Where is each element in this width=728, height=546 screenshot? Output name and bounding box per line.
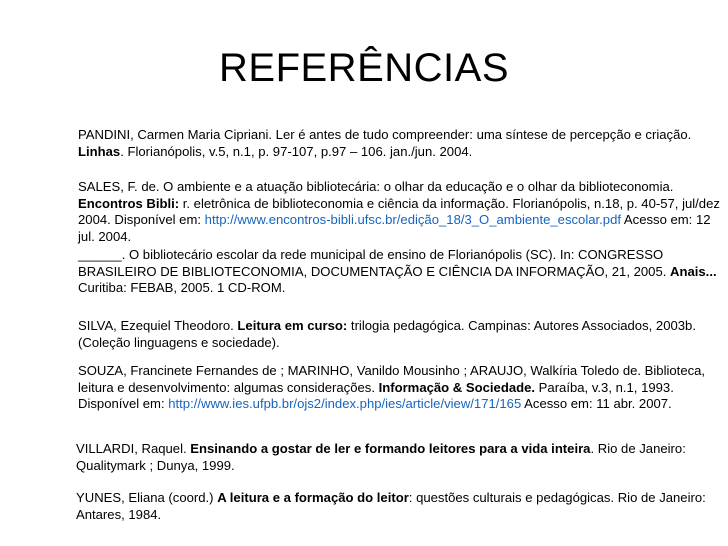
reference-pandini (78, 127, 728, 160)
ref-bold-title: Encontros Bibli: (78, 195, 180, 211)
ref-bold-title: Informação & Sociedade. (378, 379, 536, 395)
reference-villardi (76, 441, 726, 474)
ref-text: : questões culturais e pedagógicas. Rio de Janeiro: Antares, 1984. (76, 490, 706, 522)
ref-text: . Florianópolis, v.5, n.1, p. 97-107, p.97 – 106. jan./jun. 2004. (120, 143, 473, 159)
ref-bold-title: Linhas (78, 143, 121, 159)
page-title: REFERÊNCIAS (219, 46, 509, 90)
ref-text: Paraíba, v.3, n.1, 1993. Disponível em: (78, 379, 674, 411)
reference-sales-2005 (78, 247, 728, 297)
ref-bold-title: Leitura em curso: (237, 318, 348, 333)
ref-text: PANDINI, Carmen Maria Cipriani. Ler é antes de tudo compreender: uma síntese de percepção e criação. (78, 127, 692, 142)
ref-text: r. eletrônica de biblioteconomia e ciência da informação. Florianópolis, n.18, p. 40-57, jul/dez 2004. Disponível em: (78, 195, 720, 227)
reference-silva (78, 318, 728, 351)
ref-text: YUNES, Eliana (coord.) (76, 490, 218, 505)
ref-text: SILVA, Ezequiel Theodoro. (78, 318, 238, 333)
ref-text: SOUZA, Francinete Fernandes de ; MARINHO, Vanildo Mousinho ; ARAUJO, Walkíria Toledo de. Biblioteca, leitura e desenvolvimento: algumas considerações. (78, 363, 706, 395)
ref-link[interactable]: http://www.ies.ufpb.br/ojs2/index.php/ies/article/view/171/165 (168, 396, 522, 411)
ref-link[interactable]: http://www.encontros-bibli.ufsc.br/edição_18/3_O_ambiente_escolar.pdf (204, 212, 621, 227)
ref-text: Acesso em: 12 jul. 2004. (78, 212, 711, 244)
ref-bold-title: Anais... (670, 263, 717, 279)
ref-text: Acesso em: 11 abr. 2007. (521, 396, 672, 411)
ref-text: Curitiba: FEBAB, 2005. 1 CD-ROM. (78, 280, 286, 295)
ref-text: VILLARDI, Raquel. (76, 441, 191, 456)
ref-text: SALES, F. de. O ambiente e a atuação bibliotecária: o olhar da educação e o olhar da biblioteconomia. (78, 179, 674, 194)
ref-text: ______. O bibliotecário escolar da rede municipal de ensino de Florianópolis (SC). In: CONGRESSO BRASILEIRO DE BIBLIOTECONOMIA, DOCUMENTAÇÃO E CIÊNCIA DA INFORMAÇÃO, 21, 2005. (78, 247, 671, 279)
reference-yunes (76, 490, 726, 523)
ref-text: trilogia pedagógica. Campinas: Autores Associados, 2003b. (Coleção linguagens e sociedade). (78, 318, 696, 350)
reference-sales (78, 179, 728, 245)
reference-souza (78, 363, 728, 413)
ref-bold-title: Ensinando a gostar de ler e formando leitores para a vida inteira (190, 441, 591, 456)
ref-bold-title: A leitura e a formação do leitor (217, 490, 409, 505)
ref-text: . Rio de Janeiro: Qualitymark ; Dunya, 1999. (76, 441, 686, 473)
